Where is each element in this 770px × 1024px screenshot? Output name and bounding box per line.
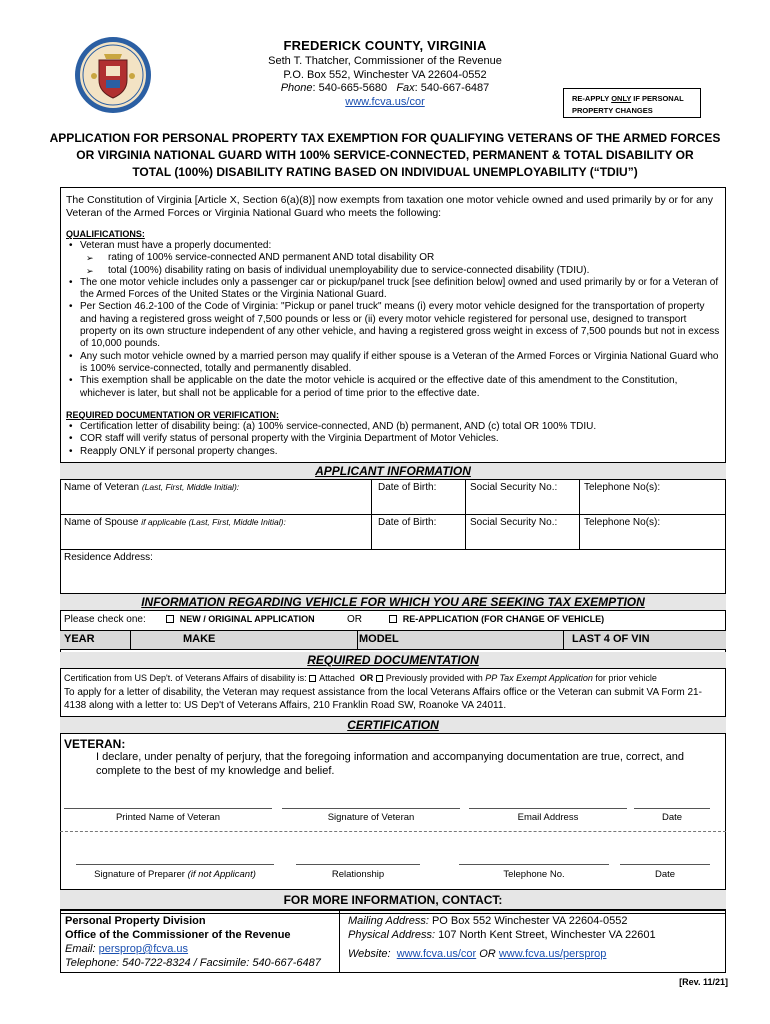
spouse-name-field[interactable] <box>64 517 286 528</box>
previously-provided-checkbox[interactable] <box>376 673 483 683</box>
veteran-label: VETERAN: <box>64 737 126 751</box>
printed-name-line[interactable] <box>64 808 272 809</box>
date2-line[interactable] <box>620 864 710 865</box>
reapplication-checkbox[interactable] <box>389 614 604 625</box>
or-label: OR <box>479 948 496 960</box>
contact-address-box <box>340 910 726 973</box>
email-label: Email Address <box>517 812 579 823</box>
date2-label: Date <box>654 869 676 880</box>
attached-checkbox[interactable] <box>309 673 355 683</box>
county-name: FREDERICK COUNTY, VIRGINIA <box>283 38 487 53</box>
signature-label: Signature of Veteran <box>327 812 415 823</box>
form-title-line2: OR VIRGINIA NATIONAL GUARD WITH 100% SERVICE-CONNECTED, PERMANENT & TOTAL DISABILITY OR <box>76 148 694 162</box>
please-check-label: Please check one: <box>64 614 146 625</box>
vehicle-info-title: INFORMATION REGARDING VEHICLE FOR WHICH YOU ARE SEEKING TAX EXEMPTION <box>141 595 645 609</box>
qual-subitem-1: ➢ rating of 100% service-connected AND permanent AND total disability OR <box>66 252 722 264</box>
fax-label: Fax <box>396 82 415 94</box>
qual-item-2: • The one motor vehicle includes only a passenger car or pickup/panel truck [see definition below] owned and used primarily by or for a Veteran of the Armed Forces of the United States or the Virginia National Guard. <box>66 277 722 302</box>
commissioner-name: Seth T. Thatcher, Commissioner of the Revenue <box>268 55 502 67</box>
phone-label: Phone <box>280 82 313 94</box>
checkbox-icon <box>376 675 383 682</box>
or-label: OR <box>359 673 374 683</box>
checkbox-icon <box>309 675 316 682</box>
divider <box>563 630 564 650</box>
physical-address: 107 North Kent Street, Winchester VA 22601 <box>438 929 656 941</box>
reapply-pre: RE-APPLY <box>572 94 612 103</box>
office-phone-fax: Phone: 540-665-5680 Fax: 540-667-6487 <box>280 82 490 94</box>
req-item-1: • Certification letter of disability being: (a) 100% service-connected, AND (b) permanent, AND (c) total OR 100% TDIU. <box>66 421 722 433</box>
physical-label: Physical Address: <box>348 929 436 941</box>
applicant-info-heading <box>60 462 726 480</box>
qual-item-5: • This exemption shall be applicable on the date the motor vehicle is acquired or the effective date of this amendment to the Constitution, whichever is later, but shall not be applicable for a period of time prior to the effective date. <box>66 375 722 400</box>
new-application-label: NEW / ORIGINAL APPLICATION <box>179 614 315 624</box>
pp-application-text: PP Tax Exempt Application <box>485 673 593 683</box>
attached-label: Attached <box>319 673 355 683</box>
spouse-phone-field[interactable]: Telephone No(s): <box>584 517 661 528</box>
contact-division-box <box>60 910 340 973</box>
veteran-name-label: Name of Veteran <box>64 482 140 493</box>
preparer-label <box>76 869 274 880</box>
veteran-dob-field[interactable]: Date of Birth: <box>378 482 437 493</box>
intro-text: The Constitution of Virginia [Article X, Section 6(a)(8)] now exempts from taxation one motor vehicle owned and used primarily by or for any Veteran of the Armed Forces or Virginia National Guard who meets the following: <box>66 194 714 219</box>
form-title <box>40 130 730 181</box>
relationship-line[interactable] <box>296 864 420 865</box>
relationship-label: Relationship <box>331 869 385 880</box>
printed-name-label: Printed Name of Veteran <box>115 812 221 823</box>
prior-vehicle-text: for prior vehicle <box>595 673 657 683</box>
divider <box>371 480 372 550</box>
certification-heading <box>60 716 726 734</box>
vehicle-info-heading <box>60 593 726 611</box>
qual-subitem-2: ➢ total (100%) disability rating on basis of individual unemployability due to service-connected disability (TDIU). <box>66 265 722 277</box>
vehicle-year-field[interactable]: YEAR <box>64 633 95 645</box>
new-application-checkbox[interactable] <box>166 614 315 625</box>
office-address: P.O. Box 552, Winchester VA 22604-0552 <box>283 69 487 81</box>
county-seal-logo <box>74 36 152 114</box>
date-label: Date <box>661 812 683 823</box>
mailing-label: Mailing Address: <box>348 915 429 927</box>
contact-email-link[interactable]: persprop@fcva.us <box>98 943 189 955</box>
certification-title: CERTIFICATION <box>347 718 439 732</box>
vehicle-vin-field[interactable]: LAST 4 OF VIN <box>572 633 650 645</box>
divider <box>465 480 466 550</box>
reapplication-label: RE-APPLICATION (FOR CHANGE OF VEHICLE) <box>402 614 605 624</box>
qualifications-heading: QUALIFICATIONS: <box>66 229 145 239</box>
veteran-name-hint: (Last, First, Middle Initial): <box>141 482 240 492</box>
office-name: Office of the Commissioner of the Revenue <box>65 929 291 941</box>
website-label: Website: <box>348 948 391 960</box>
checkbox-icon <box>389 615 397 623</box>
telephone-line[interactable] <box>459 864 609 865</box>
required-documentation-title: REQUIRED DOCUMENTATION <box>307 653 479 667</box>
previously-label: Previously provided with <box>385 673 483 683</box>
or-label: OR <box>347 614 362 625</box>
veteran-ssn-field[interactable]: Social Security No.: <box>470 482 558 493</box>
reapply-only: ONLY <box>611 94 632 103</box>
persprop-website-link[interactable]: www.fcva.us/persprop <box>498 948 607 960</box>
declaration-text: I declare, under penalty of perjury, that the foregoing information and accompanying documentation are true, correct, and complete to the best of my knowledge and belief. <box>96 751 685 777</box>
spouse-name-hint: if applicable (Last, First, Middle Initial): <box>141 517 286 527</box>
revision-label: [Rev. 11/21] <box>679 977 728 987</box>
disability-letter-instructions: To apply for a letter of disability, the Veteran may request assistance from the local Veterans Affairs office or the Veteran can submit VA Form 21-4138 along with a letter to: US Dep't of Veterans Affairs, 210 Franklin Road SW, Roanoke VA 24011. <box>64 687 702 711</box>
vehicle-make-field[interactable]: MAKE <box>183 633 216 645</box>
divider <box>579 480 580 550</box>
residence-address-field[interactable]: Residence Address: <box>64 552 153 563</box>
telephone-label: Telephone No. <box>503 869 565 880</box>
checkbox-icon <box>166 615 174 623</box>
reapply-notice-box <box>563 88 701 118</box>
email-line[interactable] <box>469 808 627 809</box>
required-documentation-heading <box>60 652 726 669</box>
divider <box>60 514 726 515</box>
qual-item-3: • Per Section 46.2-100 of the Code of Virginia: "Pickup or panel truck" means (i) every motor vehicle designed for the transportation of property and having a registered gross weight of 7,500 pounds or less or (ii) every motor vehicle registered for personal use, designed to transport property on its own structure independent of any other vehicle, and having a registered gross weight in excess of 7,500 pounds but not in excess of 10,000 pounds. <box>66 301 722 350</box>
mailing-address: PO Box 552 Winchester VA 22604-0552 <box>431 915 628 927</box>
contact-telephone: Telephone: 540-722-8324 / Facsimile: 540-667-6487 <box>65 957 321 969</box>
division-name: Personal Property Division <box>65 915 206 927</box>
veteran-phone-field[interactable]: Telephone No(s): <box>584 482 661 493</box>
required-docs-heading: REQUIRED DOCUMENTATION OR VERIFICATION: <box>66 410 279 420</box>
divider <box>60 831 726 832</box>
website-link[interactable]: www.fcva.us/cor <box>345 96 425 108</box>
form-title-line3: TOTAL (100%) DISABILITY RATING BASED ON INDIVIDUAL UNEMPLOYABILITY (“TDIU”) <box>132 165 638 179</box>
qual-item-1: • Veteran must have a properly documented: <box>66 240 722 252</box>
vehicle-model-field[interactable]: MODEL <box>359 633 399 645</box>
preparer-text: Signature of Preparer <box>94 869 185 880</box>
divider <box>60 549 726 550</box>
email-label: Email: <box>65 943 96 955</box>
spouse-dob-field[interactable]: Date of Birth: <box>378 517 437 528</box>
form-title-line1: APPLICATION FOR PERSONAL PROPERTY TAX EXEMPTION FOR QUALIFYING VETERANS OF THE ARMED FORCES <box>49 131 721 145</box>
qualifications-list <box>66 240 722 400</box>
office-fax: 540-667-6487 <box>420 82 490 94</box>
divider <box>130 630 131 650</box>
qual-item-4: • Any such motor vehicle owned by a married person may qualify if either spouse is a Veteran of the Armed Forces or Virginia National Guard who is 100% service-connected, totally and permanently disabled. <box>66 351 722 376</box>
signature-line[interactable] <box>282 808 460 809</box>
req-item-3: • Reapply ONLY if personal property changes. <box>66 446 722 458</box>
spouse-ssn-field[interactable]: Social Security No.: <box>470 517 558 528</box>
office-phone: 540-665-5680 <box>318 82 388 94</box>
veteran-name-field[interactable] <box>64 482 239 493</box>
disability-certification-line <box>64 672 724 684</box>
cor-website-link[interactable]: www.fcva.us/cor <box>396 948 477 960</box>
certification-text: Certification from US Dep't. of Veterans Affairs of disability is: <box>64 673 307 683</box>
preparer-hint: (if not Applicant) <box>187 869 256 880</box>
reapply-post: IF PERSONAL <box>631 94 684 103</box>
req-item-2: • COR staff will verify status of personal property with the Virginia Department of Motor Vehicles. <box>66 433 722 445</box>
divider <box>357 630 358 650</box>
date-line[interactable] <box>634 808 710 809</box>
spouse-name-label: Name of Spouse <box>64 517 139 528</box>
required-docs-list <box>66 421 722 458</box>
applicant-info-title: APPLICANT INFORMATION <box>315 464 471 478</box>
contact-heading: FOR MORE INFORMATION, CONTACT: <box>60 889 726 910</box>
reapply-line2: PROPERTY CHANGES <box>572 106 653 115</box>
preparer-signature-line[interactable] <box>76 864 274 865</box>
